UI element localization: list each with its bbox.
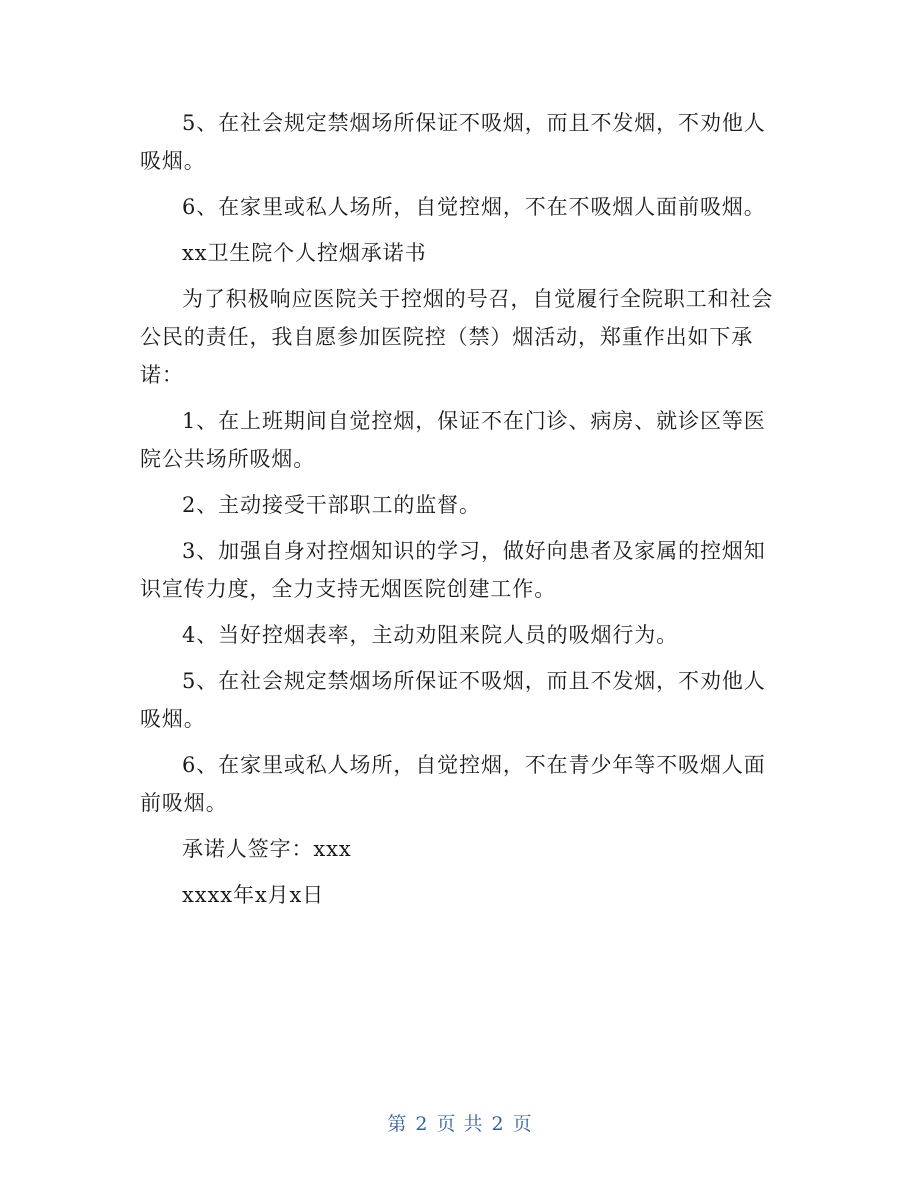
footer-current-page: 2: [415, 1113, 429, 1135]
footer-prefix: 第: [387, 1113, 408, 1135]
pledge-item-4: 4、当好控烟表率，主动劝阻来院人员的吸烟行为。: [182, 623, 679, 647]
paragraph-item-5-repeat-top: 5、在社会规定禁烟场所保证不吸烟，而且不发烟，不劝他人吸烟。: [140, 111, 766, 173]
footer-middle: 页 共: [436, 1113, 484, 1135]
pledge-item-2: 2、主动接受干部职工的监督。: [182, 493, 481, 517]
page-footer: [0, 1112, 920, 1136]
pledge-item-5: 5、在社会规定禁烟场所保证不吸烟，而且不发烟，不劝他人吸烟。: [140, 669, 766, 731]
pledge-item-6: 6、在家里或私人场所，自觉控烟，不在青少年等不吸烟人面前吸烟。: [140, 753, 766, 815]
pledge-item-3: 3、加强自身对控烟知识的学习，做好向患者及家属的控烟知识宣传力度，全力支持无烟医院创建工作。: [140, 539, 766, 601]
footer-total-pages: 2: [491, 1113, 505, 1135]
paragraph-item-6-repeat-top: 6、在家里或私人场所，自觉控烟，不在不吸烟人面前吸烟。: [182, 195, 766, 219]
date-line: xxxx年x月x日: [182, 883, 325, 907]
pledge-intro: 为了积极响应医院关于控烟的号召，自觉履行全院职工和社会公民的责任，我自愿参加医院控（禁）烟活动，郑重作出如下承诺：: [140, 287, 774, 387]
pledge-title: xx卫生院个人控烟承诺书: [182, 241, 427, 265]
signature-line: 承诺人签字：xxx: [182, 837, 352, 861]
footer-suffix: 页: [512, 1113, 533, 1135]
document-body: [140, 104, 780, 922]
pledge-item-1: 1、在上班期间自觉控烟，保证不在门诊、病房、就诊区等医院公共场所吸烟。: [140, 409, 766, 471]
